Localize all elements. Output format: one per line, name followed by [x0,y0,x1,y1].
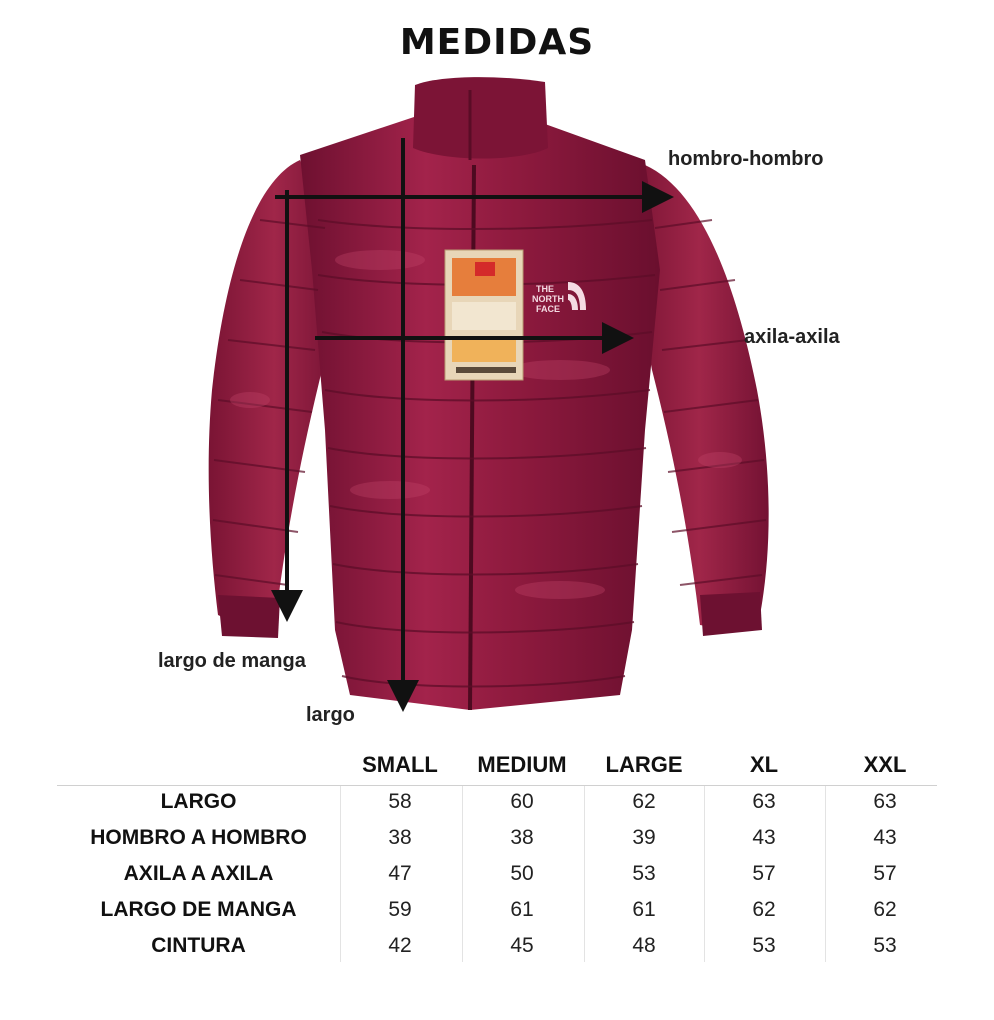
table-cell: 53 [632,862,656,885]
table-cell: 50 [510,862,534,885]
table-cell: 38 [510,826,534,849]
column-header-medium: MEDIUM [477,752,567,777]
table-cell: 39 [632,826,656,849]
table-cell: 62 [873,898,897,921]
row-label: CINTURA [151,934,246,957]
table-cell: 48 [632,934,656,957]
table-cell: 47 [388,862,412,885]
column-header-xl: XL [749,752,779,777]
page-title: MEDIDAS [399,22,595,63]
table-cell: 62 [752,898,776,921]
column-header-xxl: XXL [863,752,907,777]
label-axila-axila: axila-axila [744,326,840,348]
header-divider [57,785,937,786]
row-label: HOMBRO A HOMBRO [90,826,307,849]
column-header-large: LARGE [605,752,683,777]
table-cell: 43 [873,826,897,849]
table-cell: 61 [510,898,534,921]
table-cell: 62 [632,790,656,813]
row-label: AXILA A AXILA [123,862,274,885]
table-row-axila [57,862,937,898]
svg-text:NORTH: NORTH [532,294,564,304]
jacket-illustration [0,70,994,750]
jacket-body [300,115,660,710]
table-row-largo [57,790,937,826]
table-cell: 57 [873,862,897,885]
table-cell: 60 [510,790,534,813]
table-cell: 63 [752,790,776,813]
collar [413,77,548,158]
row-label: LARGO [160,790,237,813]
table-cell: 53 [873,934,897,957]
table-cell: 42 [388,934,412,957]
table-cell: 58 [388,790,412,813]
table-row-hombro [57,826,937,862]
jacket-diagram [0,70,994,750]
column-header-small: SMALL [362,752,438,777]
label-largo-de-manga: largo de manga [158,650,306,672]
table-cell: 57 [752,862,776,885]
table-header [57,752,937,784]
table-row-cintura [57,934,937,970]
table-cell: 38 [388,826,412,849]
row-label: LARGO DE MANGA [100,898,297,921]
table-cell: 43 [752,826,776,849]
table-cell: 53 [752,934,776,957]
table-cell: 45 [510,934,534,957]
table-row-manga [57,898,937,934]
brand-logo-text: THE [536,284,554,294]
table-cell: 61 [632,898,656,921]
table-cell: 63 [873,790,897,813]
svg-text:FACE: FACE [536,304,561,314]
hang-tag [445,250,523,380]
label-hombro-hombro: hombro-hombro [668,148,824,170]
label-largo: largo [306,704,355,726]
table-cell: 59 [388,898,412,921]
